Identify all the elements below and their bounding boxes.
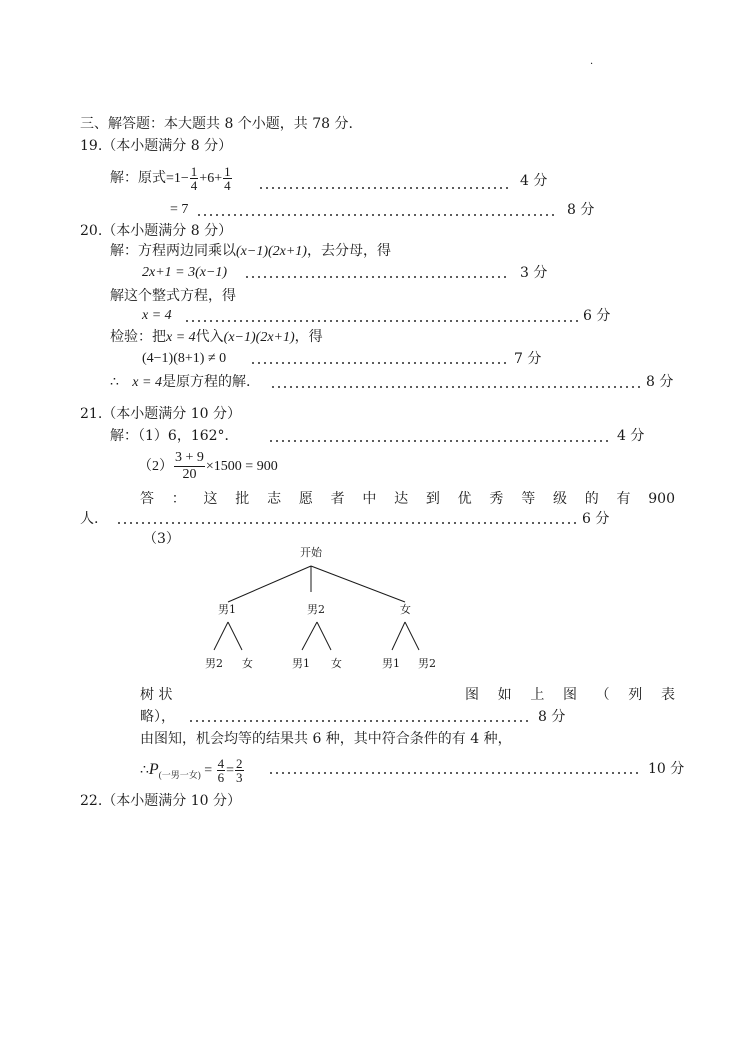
q20-line5: 检验：把x = 4代入(x−1)(2x+1)，得	[110, 329, 323, 345]
q21-part2: （2） $\frac{3 + 9}{20}$ ×1500 = 900	[138, 450, 278, 483]
q21-part2-fraction: $\frac{3 + 9}{20}$	[175, 450, 204, 483]
answer-row-char: 有	[616, 491, 631, 507]
q19-line2: = 7	[170, 202, 189, 217]
answer-row-char: 900	[648, 491, 675, 507]
tree-root: 开始	[300, 546, 322, 559]
tree-edge	[392, 622, 405, 650]
answer-row-char: 答	[140, 491, 154, 507]
tree-edge	[302, 622, 317, 650]
tree-note-right-char: 表	[660, 687, 675, 703]
q19-heading: 19.（本小题满分 8 分）	[80, 138, 233, 154]
q21-probability: $\therefore P_{(一男一女)}$ = $\frac{4}{6}$ = $\frac{2}{3}$	[140, 756, 243, 786]
tree-note-right-char: 如	[497, 687, 512, 703]
tree-edge	[311, 566, 405, 602]
answer-row-char: 批	[235, 491, 250, 507]
q19-line1: 解：原式=1− $\frac{1}{4}$ +6+ $\frac{1}{4}$	[110, 164, 231, 194]
q20-score-6: 7 分	[514, 351, 542, 367]
answer-row-char: 级	[552, 491, 567, 507]
tree-node-l1-1: 男2	[307, 603, 325, 616]
answer-row-char: 秀	[489, 491, 504, 507]
answer-row-char: 等	[521, 491, 536, 507]
q21-score-4: 10 分	[648, 761, 685, 777]
tree-node-l2: 女	[331, 657, 342, 670]
q19-score-2: 8 分	[567, 202, 595, 218]
q20-score-2: 3 分	[520, 265, 548, 281]
tree-edge	[317, 622, 331, 650]
answer-row-char: 愿	[298, 491, 313, 507]
tree-edge	[228, 566, 311, 602]
section-header: 三、解答题：本大题共 8 个小题，共 78 分.	[80, 116, 353, 132]
q20-heading: 20.（本小题满分 8 分）	[80, 223, 233, 239]
tree-node-l2: 男2	[418, 657, 436, 670]
q21-score-3: 8 分	[538, 709, 566, 725]
tree-note-right-char: 图	[465, 687, 479, 703]
tree-note-right-char: 图	[562, 687, 577, 703]
tree-edge	[214, 622, 228, 650]
tree-edge	[228, 622, 242, 650]
tree-edge	[405, 622, 419, 650]
q21-heading: 21.（本小题满分 10 分）	[80, 406, 241, 422]
answer-row-char: 到	[425, 491, 440, 507]
answer-row-char: 的	[584, 491, 599, 507]
q21-tree-note-right	[465, 686, 675, 704]
q19-fraction-a: $\frac{1}{4}$	[190, 164, 198, 194]
q20-line3: 解这个整式方程，得	[110, 288, 236, 304]
q21-conclusion: 由图知，机会均等的结果共 6 种，其中符合条件的有 4 种，	[140, 731, 512, 747]
tree-node-l2: 男2	[205, 657, 223, 670]
q19-fraction-b: $\frac{1}{4}$	[224, 164, 231, 194]
q21-tree-note-cont: 略），	[140, 709, 175, 725]
tree-note-right-char: 列	[628, 687, 643, 703]
q21-answer-cont: 人.	[80, 511, 99, 527]
answer-row-char: 志	[267, 491, 282, 507]
q22-heading: 22.（本小题满分 10 分）	[80, 793, 241, 809]
q21-tree-note-left: 树 状	[140, 687, 173, 703]
q21-part3-label: （3）	[143, 531, 180, 547]
answer-row-char: ：	[171, 491, 186, 507]
tree-node-l2: 男1	[382, 657, 400, 670]
answer-row-char: 达	[394, 491, 409, 507]
q21-leader-3	[188, 720, 532, 722]
q20-line6: (4−1)(8+1) ≠ 0	[142, 351, 227, 366]
q21-score-1: 4 分	[617, 428, 645, 444]
q20-score-7: 8 分	[646, 374, 674, 390]
q20-line1: 解：方程两边同乘以(x−1)(2x+1)，去分母，得	[110, 243, 391, 259]
tree-node-l1-2: 女	[400, 603, 411, 616]
corner-mark: ·	[590, 59, 594, 70]
answer-row-char: 者	[330, 491, 345, 507]
q21-leader-4	[268, 772, 642, 774]
q21-score-2: 6 分	[582, 511, 610, 527]
q20-line2: 2x+1 = 3(x−1)	[142, 265, 228, 280]
answer-row-char: 优	[457, 491, 472, 507]
q20-line7: ∴ x = 4是原方程的解.	[110, 374, 251, 390]
tree-node-l2: 女	[242, 657, 253, 670]
answer-row-char: 这	[203, 491, 218, 507]
tree-node-l2: 男1	[292, 657, 310, 670]
tree-note-right-char: 上	[530, 687, 545, 703]
q21-part1: 解：（1）6，162°．	[110, 428, 239, 444]
tree-node-l1-0: 男1	[218, 603, 236, 616]
answer-row-char: 中	[362, 491, 377, 507]
q20-score-4: 6 分	[583, 308, 611, 324]
q19-score-1: 4 分	[520, 173, 548, 189]
tree-note-right-char: （	[595, 687, 610, 703]
q20-line4: x = 4	[142, 308, 172, 323]
